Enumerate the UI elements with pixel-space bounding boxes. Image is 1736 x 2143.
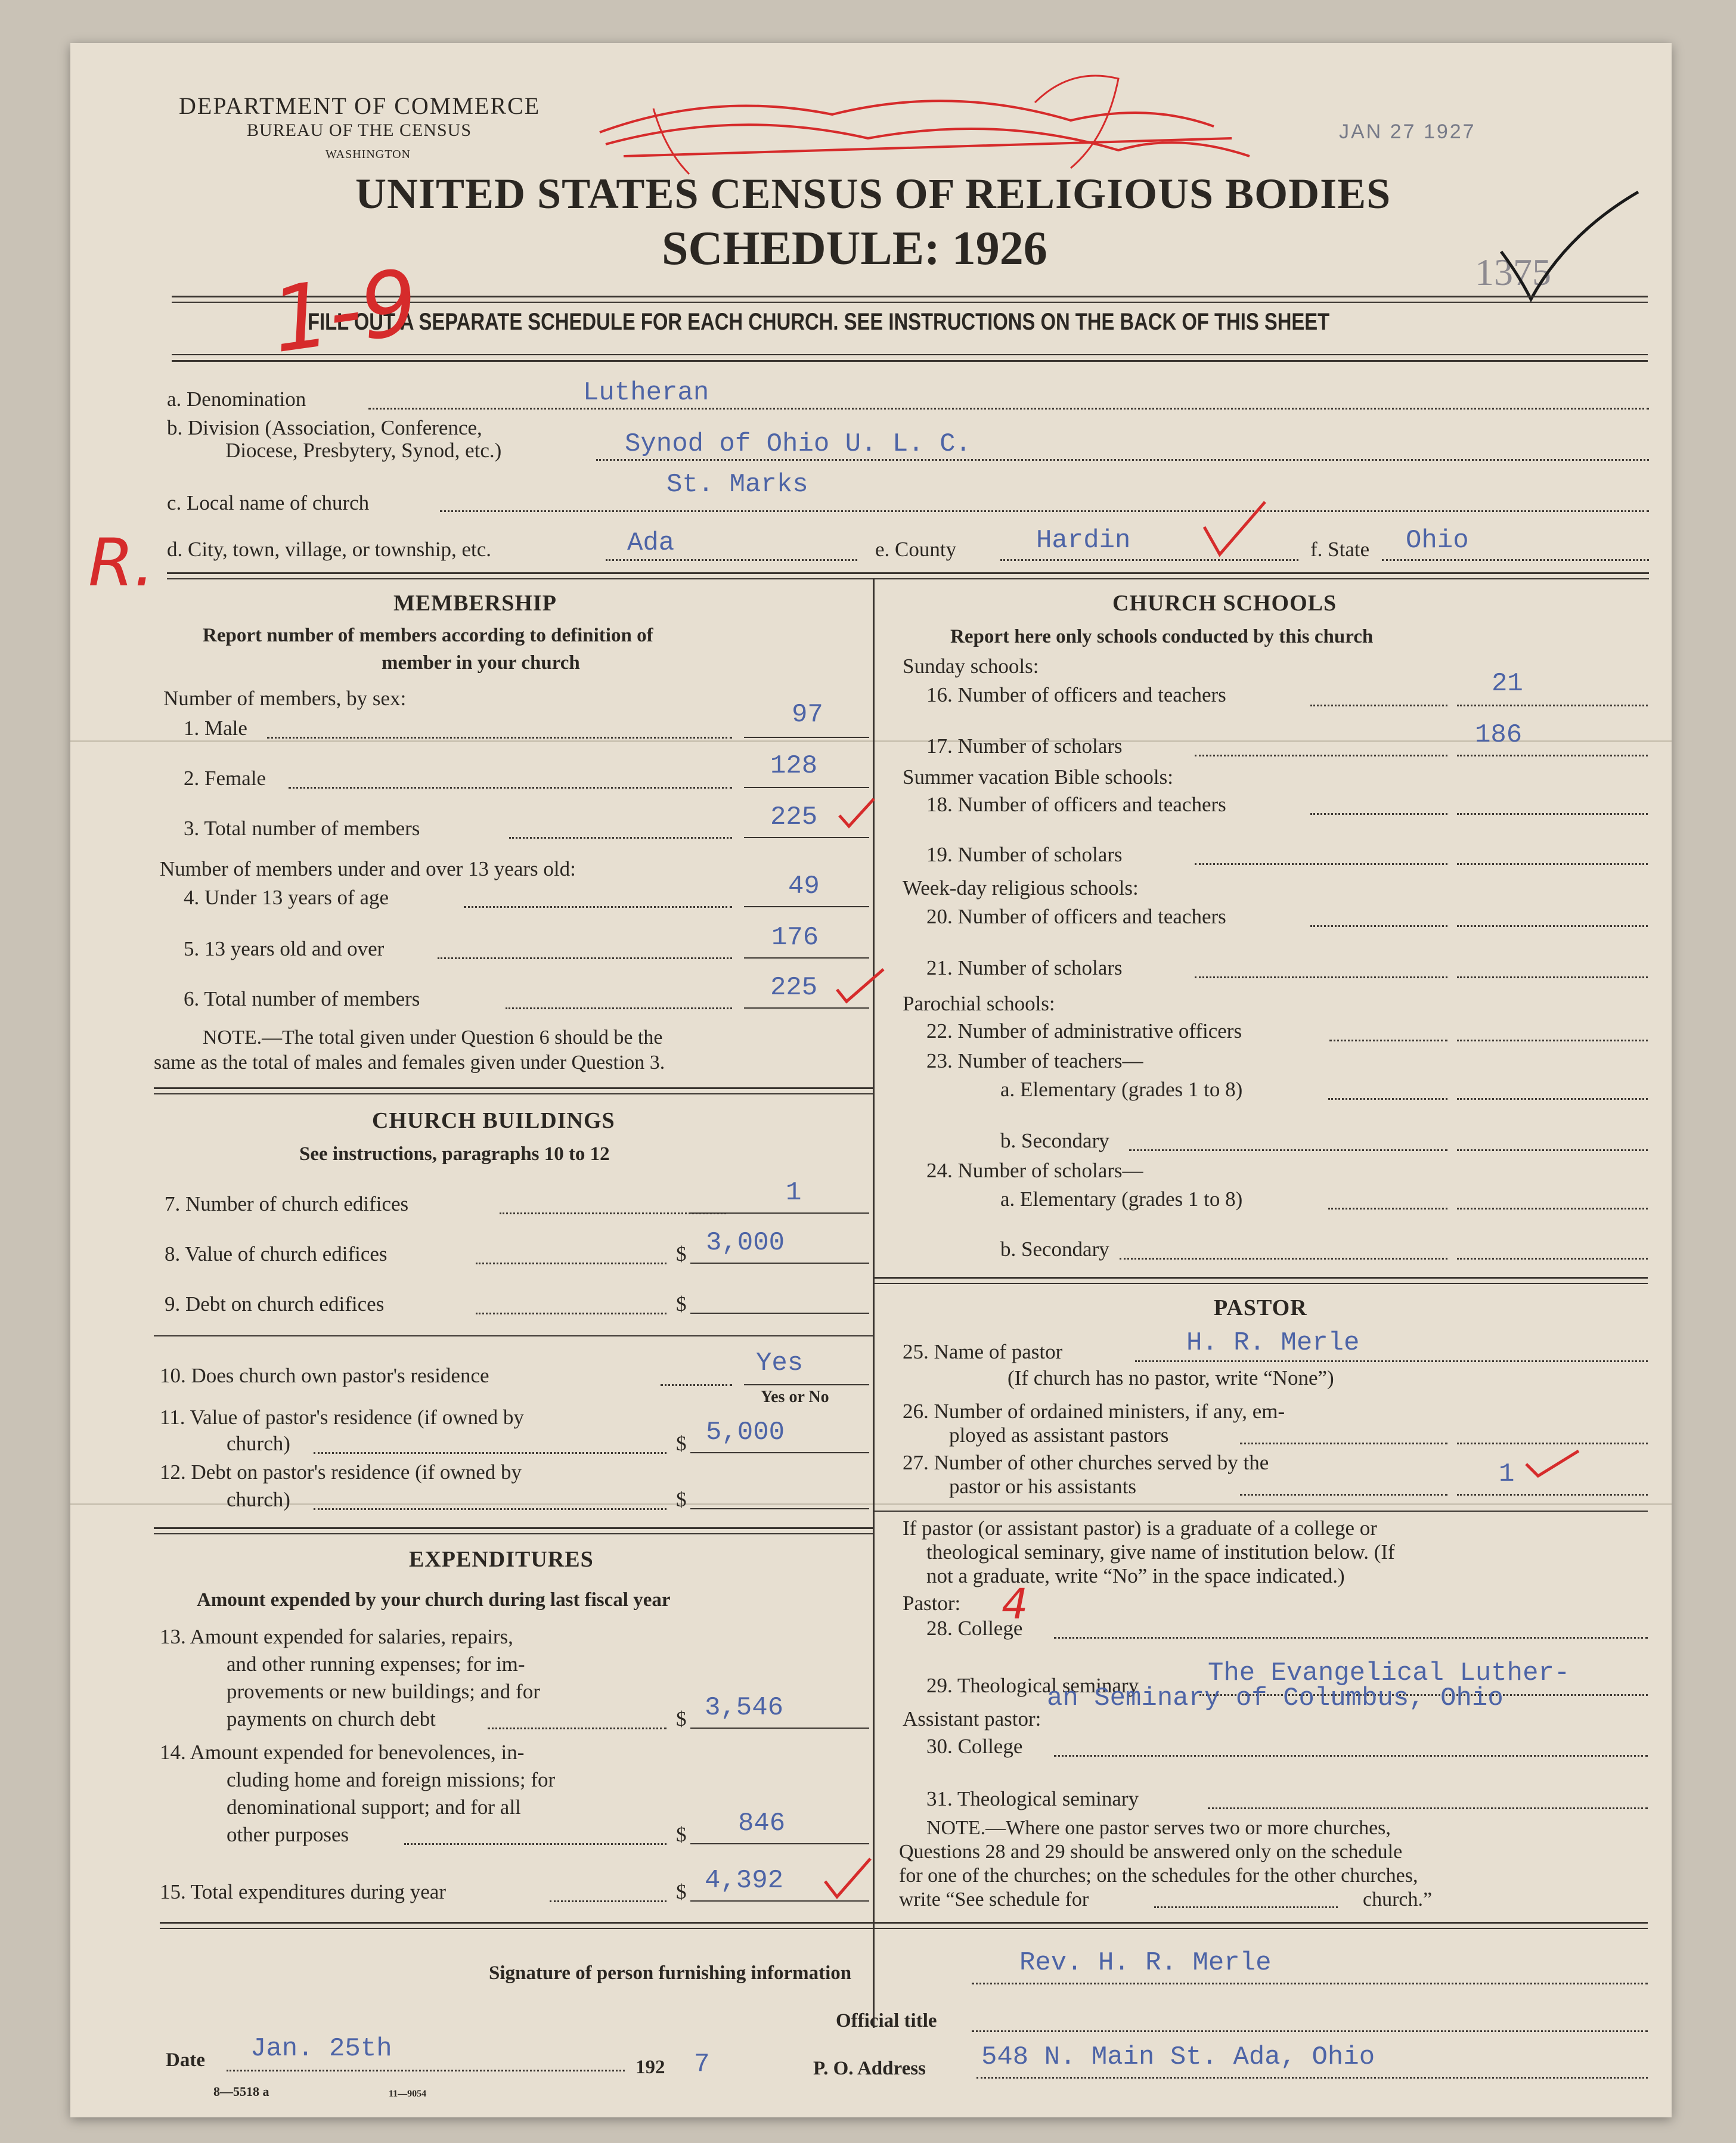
q17-label: 17. Number of scholars	[926, 734, 1123, 758]
q26-label-line2: ployed as assistant pastors	[949, 1424, 1169, 1447]
q9-dollar: $	[676, 1292, 687, 1316]
form-title: UNITED STATES CENSUS OF RELIGIOUS BODIES	[355, 170, 1391, 218]
q17-value[interactable]: 186	[1475, 720, 1523, 750]
county-label: e. County	[875, 538, 957, 561]
church-buildings-subtitle: See instructions, paragraphs 10 to 12	[299, 1143, 610, 1165]
graduate-instruction-line3: not a graduate, write “No” in the space indicated.)	[926, 1564, 1345, 1587]
q24-label: 24. Number of scholars—	[926, 1159, 1143, 1182]
check-mark-icon	[1198, 497, 1270, 563]
official-title-label: Official title	[836, 2010, 937, 2032]
pastor-subheading: Pastor:	[903, 1592, 961, 1615]
q13-value[interactable]: 3,546	[705, 1693, 784, 1723]
q12-dollar: $	[676, 1488, 687, 1511]
q6-label: 6. Total number of members	[184, 987, 420, 1010]
denomination-value[interactable]: Lutheran	[583, 378, 709, 408]
q13-label-line1: 13. Amount expended for salaries, repairs,	[160, 1625, 513, 1648]
q20-label: 20. Number of officers and teachers	[926, 905, 1226, 928]
q14-label-line2: cluding home and foreign missions; for	[227, 1768, 556, 1791]
q18-label: 18. Number of officers and teachers	[926, 793, 1226, 816]
q2-value[interactable]: 128	[770, 751, 818, 781]
q12-label-line2: church)	[227, 1488, 290, 1511]
weekday-schools-label: Week-day religious schools:	[903, 876, 1139, 900]
q15-dollar: $	[676, 1880, 687, 1903]
q31-label: 31. Theological seminary	[926, 1787, 1139, 1810]
division-label-line1: b. Division (Association, Conference,	[167, 416, 482, 439]
po-address-label: P. O. Address	[813, 2058, 926, 2079]
expenditures-subtitle: Amount expended by your church during last fiscal year	[197, 1589, 671, 1611]
check-mark-icon	[1523, 1446, 1582, 1482]
form-number: 8—5518 a	[213, 2084, 269, 2099]
received-stamp: JAN 27 1927	[1339, 120, 1476, 143]
q1-value[interactable]: 97	[792, 700, 823, 730]
q1-label: 1. Male	[184, 717, 247, 740]
q21-label: 21. Number of scholars	[926, 956, 1123, 979]
pastor-note-line2: Questions 28 and 29 should be answered only on the schedule	[899, 1841, 1403, 1863]
q27-value[interactable]: 1	[1499, 1459, 1515, 1489]
q15-label: 15. Total expenditures during year	[160, 1880, 446, 1903]
assistant-pastor-subheading: Assistant pastor:	[903, 1707, 1041, 1730]
members-by-sex-label: Number of members, by sex:	[163, 687, 407, 710]
signature-label: Signature of person furnishing information	[489, 1962, 852, 1984]
q6-value[interactable]: 225	[770, 973, 818, 1003]
membership-note-line1: NOTE.—The total given under Question 6 should be the	[203, 1026, 663, 1049]
q7-label: 7. Number of church edifices	[165, 1192, 409, 1215]
q4-value[interactable]: 49	[788, 872, 820, 901]
red-pencil-four: 4	[1002, 1580, 1028, 1629]
q13-dollar: $	[676, 1707, 687, 1730]
po-address-value[interactable]: 548 N. Main St. Ada, Ohio	[981, 2042, 1375, 2072]
red-pencil-number: 1-9	[265, 250, 424, 374]
graduate-instruction-line1: If pastor (or assistant pastor) is a graduate of a college or	[903, 1516, 1377, 1540]
q24a-label: a. Elementary (grades 1 to 8)	[1000, 1187, 1243, 1211]
q28-label: 28. College	[926, 1617, 1023, 1640]
q14-label-line3: denominational support; and for all	[227, 1795, 521, 1819]
serial-number: 1375	[1475, 251, 1551, 293]
q14-label-line1: 14. Amount expended for benevolences, in-	[160, 1741, 525, 1764]
church-schools-subtitle: Report here only schools conducted by this church	[950, 626, 1374, 647]
expenditures-heading: EXPENDITURES	[409, 1547, 594, 1572]
membership-subtitle-line2: member in your church	[382, 652, 580, 674]
q11-label-line1: 11. Value of pastor's residence (if owned by	[160, 1406, 524, 1429]
q4-label: 4. Under 13 years of age	[184, 886, 389, 909]
q30-label: 30. College	[926, 1735, 1023, 1758]
city-value[interactable]: Ada	[627, 528, 675, 558]
paper-fold	[70, 740, 1672, 742]
q13-label-line2: and other running expenses; for im-	[227, 1652, 525, 1676]
q24b-label: b. Secondary	[1000, 1238, 1109, 1261]
membership-heading: MEMBERSHIP	[393, 591, 557, 616]
sunday-schools-label: Sunday schools:	[903, 655, 1039, 678]
bureau-name: BUREAU OF THE CENSUS	[247, 120, 472, 140]
q14-value[interactable]: 846	[738, 1809, 786, 1838]
year-digit[interactable]: 7	[694, 2049, 710, 2079]
q25-value[interactable]: H. R. Merle	[1186, 1328, 1360, 1358]
pastor-heading: PASTOR	[1214, 1295, 1307, 1320]
census-schedule-sheet	[70, 43, 1672, 2117]
city-label: d. City, town, village, or township, etc.	[167, 538, 492, 561]
q11-value[interactable]: 5,000	[706, 1418, 785, 1447]
church-schools-heading: CHURCH SCHOOLS	[1112, 591, 1337, 616]
check-mark-icon	[836, 795, 878, 831]
check-mark-icon	[833, 966, 887, 1007]
q3-label: 3. Total number of members	[184, 817, 420, 840]
q8-label: 8. Value of church edifices	[165, 1242, 388, 1266]
q11-label-line2: church)	[227, 1432, 290, 1455]
summer-schools-label: Summer vacation Bible schools:	[903, 765, 1173, 789]
signature-value[interactable]: Rev. H. R. Merle	[1019, 1948, 1272, 1978]
county-value[interactable]: Hardin	[1036, 526, 1131, 556]
q23-label: 23. Number of teachers—	[926, 1049, 1143, 1072]
q13-label-line3: provements or new buildings; and for	[227, 1680, 540, 1703]
division-label-line2: Diocese, Presbytery, Synod, etc.)	[225, 439, 502, 462]
q29-label: 29. Theological seminary	[926, 1674, 1139, 1697]
q12-label-line1: 12. Debt on pastor's residence (if owned by	[160, 1460, 522, 1484]
year-prefix: 192	[636, 2057, 665, 2078]
state-value[interactable]: Ohio	[1406, 526, 1469, 556]
q14-label-line4: other purposes	[227, 1823, 349, 1846]
q29-value-line2[interactable]: an Seminary of Columbus, Ohio	[1047, 1683, 1504, 1713]
graduate-instruction-line2: theological seminary, give name of institution below. (If	[926, 1540, 1395, 1564]
q9-label: 9. Debt on church edifices	[165, 1292, 385, 1316]
q27-label-line2: pastor or his assistants	[949, 1475, 1137, 1498]
q3-value[interactable]: 225	[770, 802, 818, 832]
q23a-label: a. Elementary (grades 1 to 8)	[1000, 1078, 1243, 1101]
q13-label-line4: payments on church debt	[227, 1707, 436, 1730]
q15-value[interactable]: 4,392	[705, 1866, 784, 1896]
q8-value[interactable]: 3,000	[706, 1228, 785, 1258]
red-pencil-letter: R.	[88, 525, 155, 601]
q8-dollar: $	[676, 1242, 687, 1266]
form-schedule-year: SCHEDULE: 1926	[662, 222, 1047, 275]
pastor-note-line5: church.”	[1363, 1888, 1433, 1911]
fill-out-instruction: FILL OUT A SEPARATE SCHEDULE FOR EACH CHURCH. SEE INSTRUCTIONS ON THE BACK OF THIS SHEET	[308, 309, 1330, 335]
crossed-out-scribble	[582, 67, 1297, 186]
q7-value[interactable]: 1	[786, 1178, 802, 1208]
date-label: Date	[166, 2049, 205, 2071]
q2-label: 2. Female	[184, 767, 266, 790]
pastor-note-line3: for one of the churches; on the schedules for the other churches,	[899, 1865, 1418, 1887]
paper-fold	[70, 1503, 1672, 1505]
q27-label-line1: 27. Number of other churches served by the	[903, 1451, 1269, 1474]
q11-dollar: $	[676, 1432, 687, 1455]
q10-label: 10. Does church own pastor's residence	[160, 1364, 489, 1387]
department-name: DEPARTMENT OF COMMERCE	[179, 92, 541, 119]
membership-subtitle-line1: Report number of members according to definition of	[203, 625, 653, 646]
pastor-note-line4: write “See schedule for	[899, 1888, 1089, 1911]
q16-label: 16. Number of officers and teachers	[926, 683, 1226, 706]
q10-value[interactable]: Yes	[756, 1348, 804, 1378]
q14-dollar: $	[676, 1823, 687, 1846]
q19-label: 19. Number of scholars	[926, 843, 1123, 866]
church-buildings-heading: CHURCH BUILDINGS	[372, 1108, 615, 1133]
q16-value[interactable]: 21	[1492, 669, 1523, 699]
denomination-label: a. Denomination	[167, 387, 306, 411]
date-value[interactable]: Jan. 25th	[250, 2034, 392, 2064]
print-number: 11—9054	[389, 2089, 427, 2099]
bureau-city: WASHINGTON	[326, 148, 411, 161]
q5-label: 5. 13 years old and over	[184, 937, 385, 960]
check-mark-icon	[822, 1855, 875, 1903]
q23b-label: b. Secondary	[1000, 1129, 1109, 1152]
parochial-schools-label: Parochial schools:	[903, 992, 1055, 1015]
state-label: f. State	[1310, 538, 1370, 561]
church-name-value[interactable]: St. Marks	[666, 470, 808, 500]
q25-label: 25. Name of pastor	[903, 1340, 1063, 1363]
q26-label-line1: 26. Number of ordained ministers, if any, em-	[903, 1400, 1285, 1423]
q29-value-line1[interactable]: The Evangelical Luther-	[1208, 1658, 1570, 1688]
pastor-note-line1: NOTE.—Where one pastor serves two or more churches,	[926, 1817, 1391, 1839]
membership-note-line2: same as the total of males and females given under Question 3.	[154, 1052, 665, 1074]
members-by-age-label: Number of members under and over 13 years old:	[160, 857, 576, 880]
church-name-label: c. Local name of church	[167, 491, 370, 514]
q25-hint: (If church has no pastor, write “None”)	[1008, 1366, 1334, 1390]
q10-hint: Yes or No	[761, 1388, 829, 1406]
q22-label: 22. Number of administrative officers	[926, 1019, 1242, 1043]
division-value[interactable]: Synod of Ohio U. L. C.	[625, 429, 971, 459]
q5-value[interactable]: 176	[771, 923, 819, 953]
